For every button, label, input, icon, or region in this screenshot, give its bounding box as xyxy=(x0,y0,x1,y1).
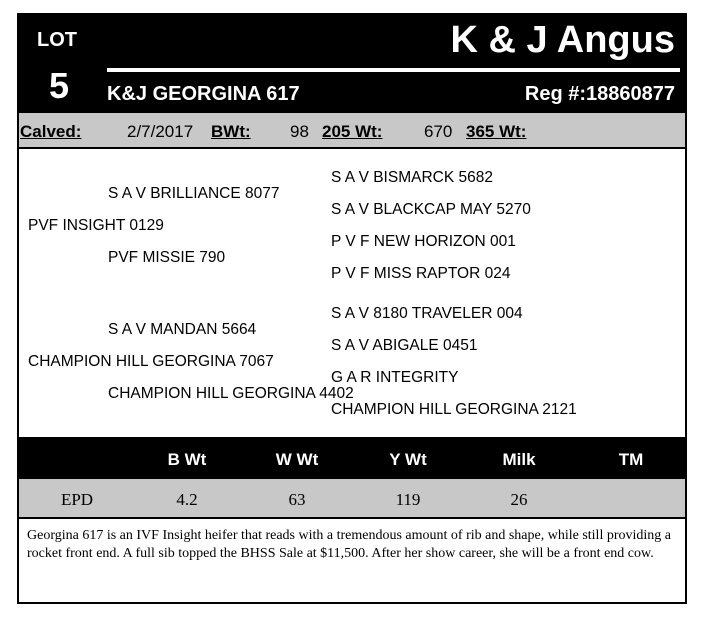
calved-label: Calved: xyxy=(20,122,82,141)
birth-info-band xyxy=(19,113,685,149)
epd-header xyxy=(19,437,685,479)
pedigree-dam-sire: S A V MANDAN 5664 xyxy=(108,321,257,338)
pedigree-dam-sire-sire: S A V 8180 TRAVELER 004 xyxy=(331,305,523,322)
epd-value-bwt: 4.2 xyxy=(176,490,198,509)
pedigree-sire-sire: S A V BRILLIANCE 8077 xyxy=(108,185,280,202)
bwt-label: BWt: xyxy=(211,122,251,141)
bwt-value: 98 xyxy=(290,122,309,141)
pedigree-sire-dam-dam: P V F MISS RAPTOR 024 xyxy=(331,265,511,282)
epd-header-tm: TM xyxy=(618,450,644,469)
epd-header-ywt: Y Wt xyxy=(389,450,427,469)
epd-header-bwt: B Wt xyxy=(167,450,207,469)
wt205-label: 205 Wt: xyxy=(322,122,383,141)
pedigree-dam-sire-dam: S A V ABIGALE 0451 xyxy=(331,337,478,354)
epd-values-row xyxy=(19,479,685,519)
pedigree-sire-sire-dam: S A V BLACKCAP MAY 5270 xyxy=(331,201,531,218)
lot-number: 5 xyxy=(49,65,70,106)
registration-number: Reg #:18860877 xyxy=(524,83,675,105)
epd-row-label: EPD xyxy=(60,490,94,509)
wt365-label: 365 Wt: xyxy=(466,122,527,141)
pedigree-sire: PVF INSIGHT 0129 xyxy=(28,217,164,234)
pedigree-sire-dam: PVF MISSIE 790 xyxy=(108,249,226,266)
lot-label: LOT xyxy=(37,29,77,51)
lot-description: Georgina 617 is an IVF Insight heifer that reads with a tremendous amount of rib and shape, while still providing a rocket front end. A full sib topped the BHSS Sale at $11,500. After her show career, she will be a front end cow. xyxy=(27,528,671,561)
lot-header xyxy=(19,15,685,113)
epd-value-milk: 26 xyxy=(510,490,528,509)
epd-header-milk: Milk xyxy=(502,450,536,469)
farm-name: K & J Angus xyxy=(450,19,675,61)
epd-value-ywt: 119 xyxy=(395,490,421,509)
pedigree xyxy=(19,149,685,437)
pedigree-dam: CHAMPION HILL GEORGINA 7067 xyxy=(28,353,274,370)
lot-card xyxy=(17,13,687,604)
pedigree-dam-dam-dam: CHAMPION HILL GEORGINA 2121 xyxy=(331,401,577,418)
pedigree-sire-sire-sire: S A V BISMARCK 5682 xyxy=(331,169,493,186)
pedigree-dam-dam-sire: G A R INTEGRITY xyxy=(331,369,459,386)
calved-value: 2/7/2017 xyxy=(127,122,194,141)
animal-name: K&J GEORGINA 617 xyxy=(107,83,300,105)
epd-header-wwt: W Wt xyxy=(275,450,319,469)
wt205-value: 670 xyxy=(424,122,453,141)
epd-value-wwt: 63 xyxy=(288,490,306,509)
pedigree-dam-dam: CHAMPION HILL GEORGINA 4402 xyxy=(108,385,354,402)
header-divider xyxy=(107,68,680,72)
pedigree-sire-dam-sire: P V F NEW HORIZON 001 xyxy=(331,233,516,250)
